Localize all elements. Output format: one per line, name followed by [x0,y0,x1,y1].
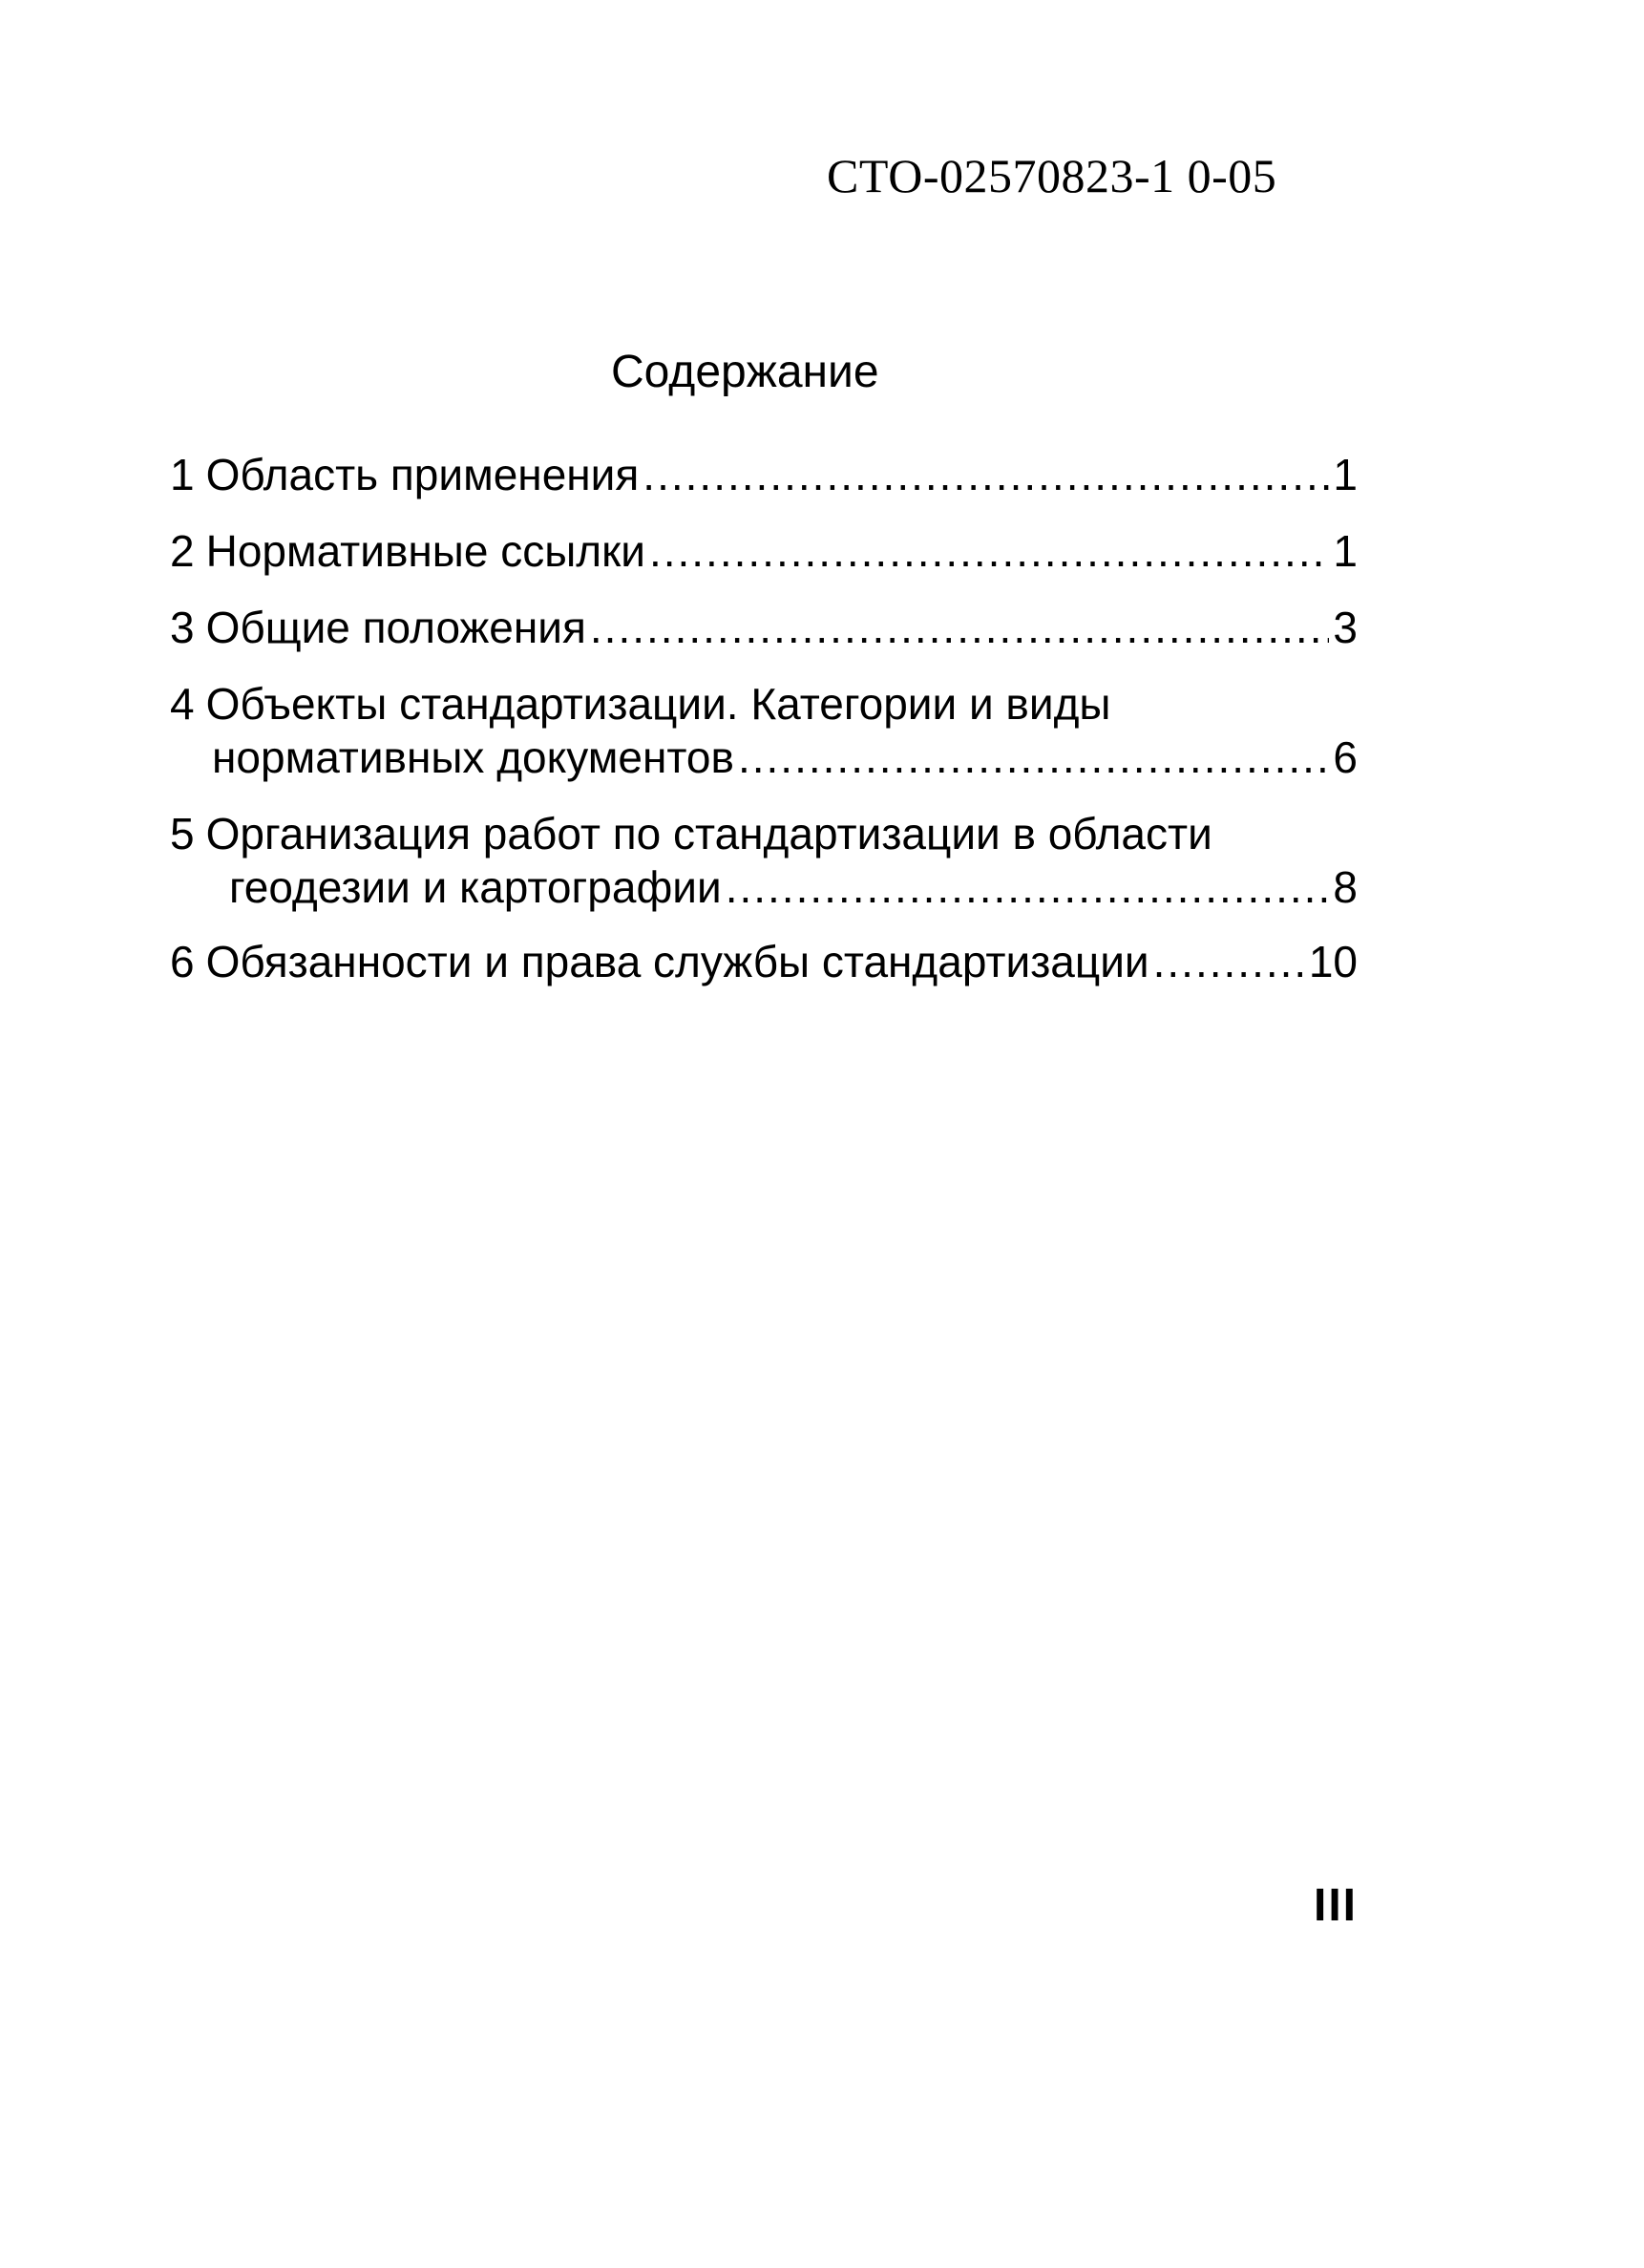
toc-entry-6[interactable] [170,936,1358,989]
page-number: III [1314,1880,1359,1931]
entry-title: Общие положения [205,603,586,652]
entry-page-number: 8 [1333,862,1358,912]
dot-leader [643,449,1329,500]
toc-line [170,525,1358,579]
toc-line-continuation [170,861,1358,915]
entry-page-number: 6 [1333,732,1358,782]
toc-line [170,449,1358,502]
entry-title: Объекты стандартизации. Категории и виды [205,679,1111,729]
entry-page-number: 3 [1333,603,1358,652]
entry-page-number: 1 [1333,526,1358,576]
toc-entry-4[interactable] [170,678,1358,785]
entry-number: 5 [170,809,195,858]
entry-page-number: 1 [1333,450,1358,499]
entry-title: Организация работ по стандартизации в области [205,809,1212,858]
entry-title: Область применения [205,450,640,499]
entry-title-continuation: нормативных документов [212,732,734,782]
entry-number: 1 [170,450,195,499]
dot-leader [590,602,1330,653]
entry-title: Обязанности и права службы стандартизации [205,937,1149,986]
toc-line [170,602,1358,655]
entry-number: 4 [170,679,195,729]
entry-number: 6 [170,937,195,986]
toc-heading: Содержание [611,347,879,397]
entry-title: Нормативные ссылки [205,526,645,576]
entry-title-continuation: геодезии и картографии [229,862,722,912]
dot-leader [726,861,1330,913]
entry-number: 2 [170,526,195,576]
dot-leader [649,525,1329,577]
dot-leader [1153,936,1305,987]
toc-entry-2[interactable] [170,525,1358,579]
toc-entry-5[interactable] [170,808,1358,915]
toc-entry-3[interactable] [170,602,1358,655]
document-code: СТО-02570823-1 0-05 [827,149,1277,202]
toc-entry-1[interactable] [170,449,1358,502]
toc-line-continuation [170,731,1358,785]
toc-line [170,678,1358,731]
entry-page-number: 10 [1308,937,1358,986]
toc-line [170,808,1358,861]
dot-leader [738,731,1329,783]
entry-number: 3 [170,603,195,652]
toc-line [170,936,1358,989]
